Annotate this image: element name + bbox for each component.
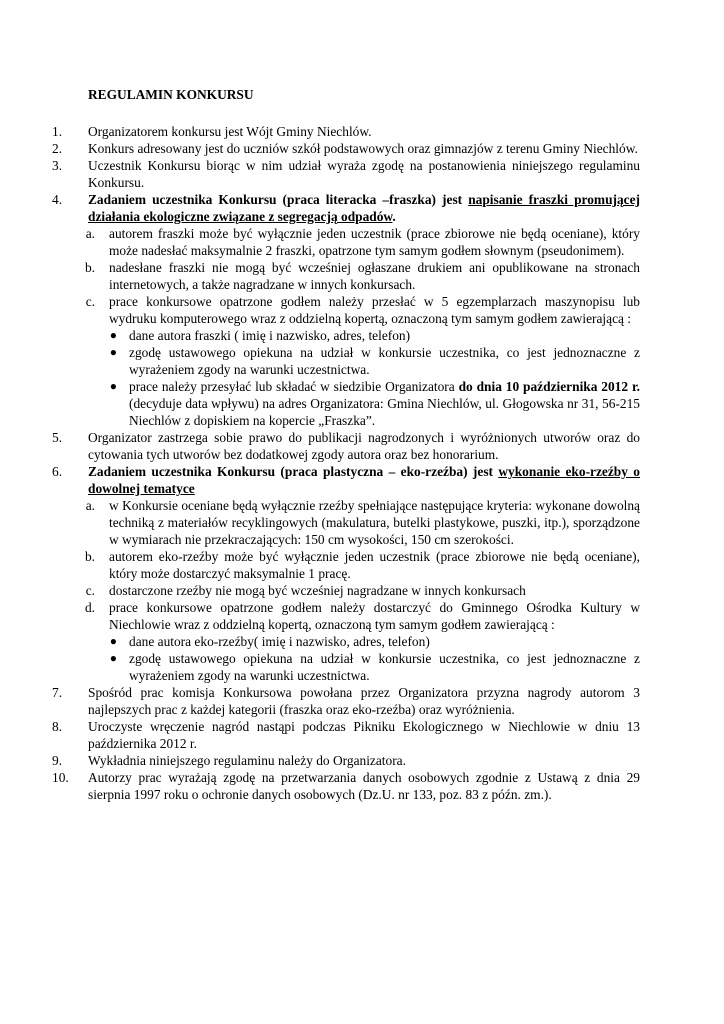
sub-item-4a <box>52 225 640 259</box>
bullet-text-post: (decyduje data wpływu) na adres Organizatora: Gmina Niechlów, ul. Głogowska nr 31, 56-215 Niechlów z dopiskiem na kopercie „Fraszka”. <box>129 396 640 428</box>
sub-letter: c. <box>85 583 95 598</box>
sub-text: prace konkursowe opatrzone godłem należy przesłać w 5 egzemplarzach maszynopisu lub wydruku komputerowego wraz z oddzielną kopertą, oznaczoną tym samym godłem zawierającą : <box>109 294 640 326</box>
sub-text: prace konkursowe opatrzone godłem należy dostarczyć do Gminnego Ośrodka Kultury w Niechlowie wraz z oddzielną kopertą, oznaczoną tym samym godłem zawierającą : <box>109 600 640 632</box>
bullet-item-4-1 <box>52 327 640 344</box>
item-number: 8. <box>52 719 63 734</box>
sub-text: dostarczone rzeźby nie mogą być wcześniej nagradzane w innych konkursach <box>109 583 526 598</box>
item-text: Konkurs adresowany jest do uczniów szkół podstawowych oraz gimnazjów z terenu Gminy Niechlów. <box>88 141 638 156</box>
item-number: 6. <box>52 464 63 479</box>
bullet-icon: ● <box>109 634 117 648</box>
item-text: Uroczyste wręczenie nagród nastąpi podczas Pikniku Ekologicznego w Niechlowie w dniu 13 października 2012 r. <box>88 719 640 751</box>
sub-letter: b. <box>84 260 95 275</box>
bullet-item-4-3 <box>52 378 640 429</box>
sub-letter: a. <box>85 498 95 513</box>
item-text: Wykładnia niniejszego regulaminu należy do Organizatora. <box>88 753 406 768</box>
bullet-item-4-2 <box>52 344 640 378</box>
list-item-10 <box>52 769 640 803</box>
sub-item-6c <box>52 582 640 599</box>
item-text: Organizatorem konkursu jest Wójt Gminy Niechlów. <box>88 124 372 139</box>
list-item-3 <box>52 157 640 191</box>
sub-letter: d. <box>84 600 95 615</box>
bullet-icon: ● <box>109 345 117 359</box>
document-title: REGULAMIN KONKURSU <box>88 87 254 102</box>
bullet-text: zgodę ustawowego opiekuna na udział w konkursie uczestnika, co jest jednoznaczne z wyrażeniem zgody na warunki uczestnictwa. <box>129 345 640 377</box>
sub-letter: b. <box>84 549 95 564</box>
bullet-icon: ● <box>109 328 117 342</box>
sub-letter: a. <box>85 226 95 241</box>
bullet-icon: ● <box>109 379 117 393</box>
list-item-6 <box>52 463 640 497</box>
item-text <box>88 191 640 225</box>
item-text <box>88 463 640 497</box>
bullet-text-pre: prace należy przesyłać lub składać w siedzibie Organizatora <box>129 379 459 394</box>
sub-item-6d <box>52 599 640 633</box>
sub-text: autorem fraszki może być wyłącznie jeden uczestnik (prace zbiorowe nie będą oceniane), który może nadesłać maksymalnie 2 fraszki, opatrzone tym samym godłem słownym (pseudonimem). <box>109 226 640 258</box>
sub-letter: c. <box>85 294 95 309</box>
list-item-7 <box>52 684 640 718</box>
item-number: 9. <box>52 753 63 768</box>
item-end-text: . <box>392 209 396 224</box>
item-text: Organizator zastrzega sobie prawo do publikacji nagrodzonych i wyróżnionych utworów oraz do cytowania tych utworów bez dodatkowej zgody autora oraz bez honorarium. <box>88 430 640 462</box>
item-number: 4. <box>52 192 63 207</box>
item-bold-text: Zadaniem uczestnika Konkursu (praca plastyczna – eko-rzeźba) jest <box>88 464 499 479</box>
sub-item-6a <box>52 497 640 548</box>
item-text: Uczestnik Konkursu biorąc w nim udział wyraża zgodę na postanowienia niniejszego regulaminu Konkursu. <box>88 158 640 190</box>
item-text: Autorzy prac wyrażają zgodę na przetwarzania danych osobowych zgodnie z Ustawą z dnia 29 sierpnia 1997 roku o ochronie danych osobowych (Dz.U. nr 133, poz. 83 z późn. zm.). <box>88 770 640 802</box>
item-number: 2. <box>52 141 63 156</box>
bullet-item-6-2 <box>52 650 640 684</box>
item-underlined-text: napisanie fraszki promującej działania ekologiczne związane z segregacją odpadów <box>88 192 641 224</box>
item-number: 1. <box>52 124 63 139</box>
item-bold-text: Zadaniem uczestnika Konkursu (praca literacka –fraszka) jest <box>88 192 469 207</box>
sub-text: w Konkursie oceniane będą wyłącznie rzeźby spełniające następujące kryteria: wykonane dowolną techniką z materiałów recyklingowych (makulatura, butelki plastykowe, puszki, itp.), sporządzone w wymiarach nie przekraczających: 150 cm wysokości, 150 cm szerokości. <box>109 498 640 547</box>
sub-text: nadesłane fraszki nie mogą być wcześniej ogłaszane drukiem ani opublikowane na stronach internetowych, a także nagradzane w innych konkursach. <box>109 260 640 292</box>
sub-text: autorem eko-rzeźby może być wyłącznie jeden uczestnik (prace zbiorowe nie będą oceniane), który może dostarczyć maksymalnie 1 pracę. <box>109 549 640 581</box>
item-text: Spośród prac komisja Konkursowa powołana przez Organizatora przyzna nagrody autorom 3 najlepszych prac z każdej kategorii (fraszka oraz eko-rzeźba) oraz wyróżnienia. <box>88 685 640 717</box>
bullet-text: dane autora eko-rzeźby( imię i nazwisko, adres, telefon) <box>129 634 430 649</box>
list-item-2 <box>52 140 640 157</box>
item-number: 5. <box>52 430 63 445</box>
list-item-9 <box>52 752 640 769</box>
bullet-item-6-1 <box>52 633 640 650</box>
item-underlined-text: wykonanie eko-rzeźby o dowolnej tematyce <box>88 464 640 496</box>
sub-item-6b <box>52 548 640 582</box>
item-number: 10. <box>52 770 69 785</box>
item-number: 7. <box>52 685 63 700</box>
bullet-text: zgodę ustawowego opiekuna na udział w konkursie uczestnika, co jest jednoznaczne z wyrażeniem zgody na warunki uczestnictwa. <box>129 651 640 683</box>
list-item-4 <box>52 191 640 225</box>
list-item-5 <box>52 429 640 463</box>
item-number: 3. <box>52 158 63 173</box>
list-item-1 <box>52 123 640 140</box>
bullet-text: dane autora fraszki ( imię i nazwisko, adres, telefon) <box>129 328 411 343</box>
sub-item-4c <box>52 293 640 327</box>
list-item-8 <box>52 718 640 752</box>
sub-item-4b <box>52 259 640 293</box>
bullet-icon: ● <box>109 651 117 665</box>
deadline-date: do dnia 10 października 2012 r. <box>458 379 641 394</box>
bullet-text <box>129 378 640 429</box>
